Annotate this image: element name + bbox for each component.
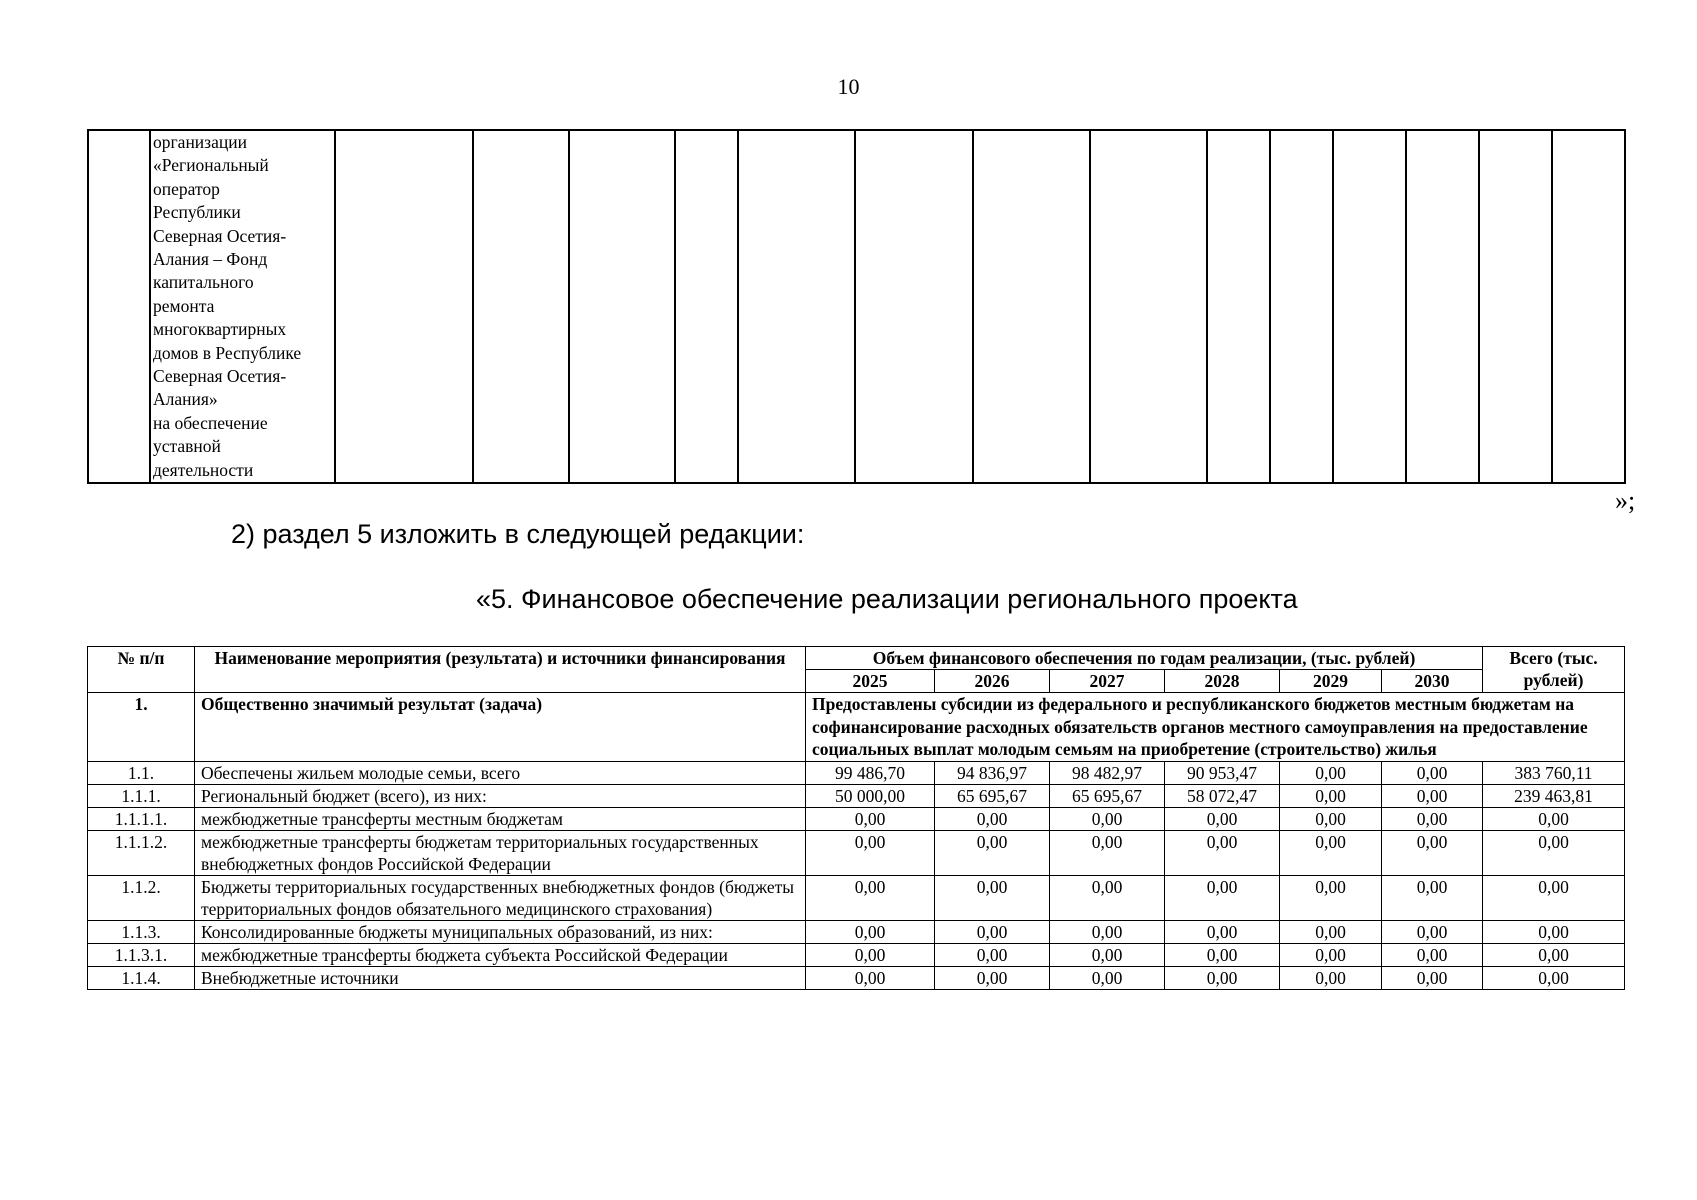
value-cell: 0,00 [1050, 830, 1165, 875]
total-cell: 0,00 [1483, 875, 1625, 920]
empty-cell [738, 130, 855, 483]
value-cell: 0,00 [1280, 807, 1382, 830]
value-cell: 0,00 [1050, 943, 1165, 966]
value-cell: 90 953,47 [1165, 761, 1280, 784]
organization-name-cell [150, 130, 335, 483]
value-cell: 0,00 [1382, 966, 1483, 989]
value-cell: 0,00 [1280, 920, 1382, 943]
value-cell: 0,00 [1050, 920, 1165, 943]
org-line: «Региональный [153, 155, 269, 176]
continuation-table [87, 129, 1626, 484]
row-num: 1. [88, 693, 195, 762]
row-name: Обеспечены жильем молодые семьи, всего [195, 761, 806, 784]
empty-cell [1552, 130, 1625, 483]
empty-cell [1333, 130, 1406, 483]
org-line: капитального [153, 272, 254, 293]
empty-cell [1207, 130, 1270, 483]
row-num: 1.1.2. [88, 875, 195, 920]
value-cell: 0,00 [1280, 761, 1382, 784]
table-row [88, 784, 1625, 807]
value-cell: 0,00 [1382, 784, 1483, 807]
header-year: 2030 [1382, 670, 1483, 693]
value-cell: 0,00 [1050, 966, 1165, 989]
org-line: домов в Республике [153, 342, 302, 363]
empty-cell [1479, 130, 1552, 483]
value-cell: 0,00 [1382, 875, 1483, 920]
value-cell: 0,00 [935, 966, 1050, 989]
value-cell: 0,00 [806, 807, 935, 830]
row-name: Общественно значимый результат (задача) [195, 693, 806, 762]
value-cell: 0,00 [935, 943, 1050, 966]
value-cell: 0,00 [1280, 784, 1382, 807]
value-cell: 0,00 [1050, 807, 1165, 830]
value-cell: 0,00 [806, 875, 935, 920]
continuation-row [88, 130, 1625, 483]
row-name: межбюджетные трансферты бюджета субъекта Российской Федерации [195, 943, 806, 966]
closing-quote: »; [1615, 486, 1636, 515]
header-name: Наименование мероприятия (результата) и источники финансирования [195, 647, 806, 693]
value-cell: 0,00 [1165, 920, 1280, 943]
total-cell: 0,00 [1483, 807, 1625, 830]
value-cell: 0,00 [1382, 807, 1483, 830]
row-name: межбюджетные трансферты местным бюджетам [195, 807, 806, 830]
row-name: межбюджетные трансферты бюджетам территориальных государственных внебюджетных фондов Российской Федерации [195, 830, 806, 875]
empty-cell [335, 130, 473, 483]
total-cell: 383 760,11 [1483, 761, 1625, 784]
header-year: 2027 [1050, 670, 1165, 693]
value-cell: 0,00 [1280, 943, 1382, 966]
value-cell: 50 000,00 [806, 784, 935, 807]
value-cell: 0,00 [1280, 875, 1382, 920]
org-line: Северная Осетия- [153, 366, 287, 387]
empty-cell [569, 130, 675, 483]
empty-cell [88, 130, 150, 483]
value-cell: 0,00 [1382, 830, 1483, 875]
value-cell: 65 695,67 [935, 784, 1050, 807]
row-name: Бюджеты территориальных государственных внебюджетных фондов (бюджеты территориальных фондов обязательного медицинского страхования) [195, 875, 806, 920]
total-cell: 0,00 [1483, 943, 1625, 966]
empty-cell [1270, 130, 1333, 483]
empty-cell [973, 130, 1090, 483]
org-line: Республики [153, 202, 241, 223]
row-name: Внебюджетные источники [195, 966, 806, 989]
value-cell: 0,00 [935, 920, 1050, 943]
value-cell: 0,00 [806, 830, 935, 875]
value-cell: 0,00 [1382, 761, 1483, 784]
value-cell: 0,00 [1165, 966, 1280, 989]
header-year: 2026 [935, 670, 1050, 693]
value-cell: 0,00 [935, 830, 1050, 875]
value-cell: 0,00 [1165, 943, 1280, 966]
header-num: № п/п [88, 647, 195, 693]
row-num: 1.1.1.1. [88, 807, 195, 830]
value-cell: 0,00 [1280, 966, 1382, 989]
table-row [88, 920, 1625, 943]
value-cell: 0,00 [1050, 875, 1165, 920]
value-cell: 0,00 [1165, 830, 1280, 875]
value-cell: 0,00 [1382, 943, 1483, 966]
table-row [88, 943, 1625, 966]
org-line: Алания – Фонд [153, 249, 268, 270]
table-row [88, 966, 1625, 989]
org-line: организации [153, 132, 247, 152]
total-cell: 0,00 [1483, 920, 1625, 943]
empty-cell [675, 130, 738, 483]
empty-cell [1406, 130, 1479, 483]
row-name: Региональный бюджет (всего), из них: [195, 784, 806, 807]
org-line: уставной [153, 436, 221, 457]
header-row [88, 647, 1625, 670]
org-line: деятельности [153, 459, 254, 480]
org-line: Алания» [153, 389, 218, 410]
header-total: Всего (тыс. рублей) [1483, 647, 1625, 693]
empty-cell [473, 130, 569, 483]
header-volume: Объем финансового обеспечения по годам реализации, (тыс. рублей) [806, 647, 1483, 670]
row-num: 1.1.3.1. [88, 943, 195, 966]
row-num: 1.1.4. [88, 966, 195, 989]
result-row [88, 693, 1625, 762]
row-name: Консолидированные бюджеты муниципальных образований, из них: [195, 920, 806, 943]
value-cell: 0,00 [935, 807, 1050, 830]
value-cell: 0,00 [1165, 807, 1280, 830]
empty-cell [855, 130, 973, 483]
value-cell: 0,00 [1382, 920, 1483, 943]
org-line: оператор [153, 178, 220, 199]
total-cell: 0,00 [1483, 966, 1625, 989]
value-cell: 94 836,97 [935, 761, 1050, 784]
table-row [88, 807, 1625, 830]
empty-cell [1090, 130, 1207, 483]
table-row [88, 761, 1625, 784]
section-title: «5. Финансовое обеспечение реализации регионального проекта [476, 584, 1298, 614]
org-line: на обеспечение [153, 412, 268, 433]
total-cell: 0,00 [1483, 830, 1625, 875]
header-year: 2028 [1165, 670, 1280, 693]
org-line: многоквартирных [153, 319, 287, 340]
header-year: 2029 [1280, 670, 1382, 693]
result-description: Предоставлены субсидии из федерального и республиканского бюджетов местным бюджетам на софинансирование расходных обязательств органов местного самоуправления на предоставление социальных выплат молодым семьям на приобретение (строительство) жилья [806, 693, 1625, 762]
value-cell: 65 695,67 [1050, 784, 1165, 807]
value-cell: 0,00 [806, 966, 935, 989]
table-row [88, 875, 1625, 920]
row-num: 1.1.1. [88, 784, 195, 807]
value-cell: 98 482,97 [1050, 761, 1165, 784]
row-num: 1.1. [88, 761, 195, 784]
value-cell: 99 486,70 [806, 761, 935, 784]
value-cell: 58 072,47 [1165, 784, 1280, 807]
amendment-instruction: 2) раздел 5 изложить в следующей редакции: [231, 519, 805, 549]
row-num: 1.1.3. [88, 920, 195, 943]
total-cell: 239 463,81 [1483, 784, 1625, 807]
row-num: 1.1.1.2. [88, 830, 195, 875]
value-cell: 0,00 [935, 875, 1050, 920]
value-cell: 0,00 [806, 943, 935, 966]
financing-table [87, 646, 1625, 990]
value-cell: 0,00 [1280, 830, 1382, 875]
org-line: Северная Осетия- [153, 225, 287, 246]
page-number: 10 [837, 74, 860, 99]
header-year: 2025 [806, 670, 935, 693]
value-cell: 0,00 [1165, 875, 1280, 920]
table-row [88, 830, 1625, 875]
org-line: ремонта [153, 295, 215, 316]
value-cell: 0,00 [806, 920, 935, 943]
